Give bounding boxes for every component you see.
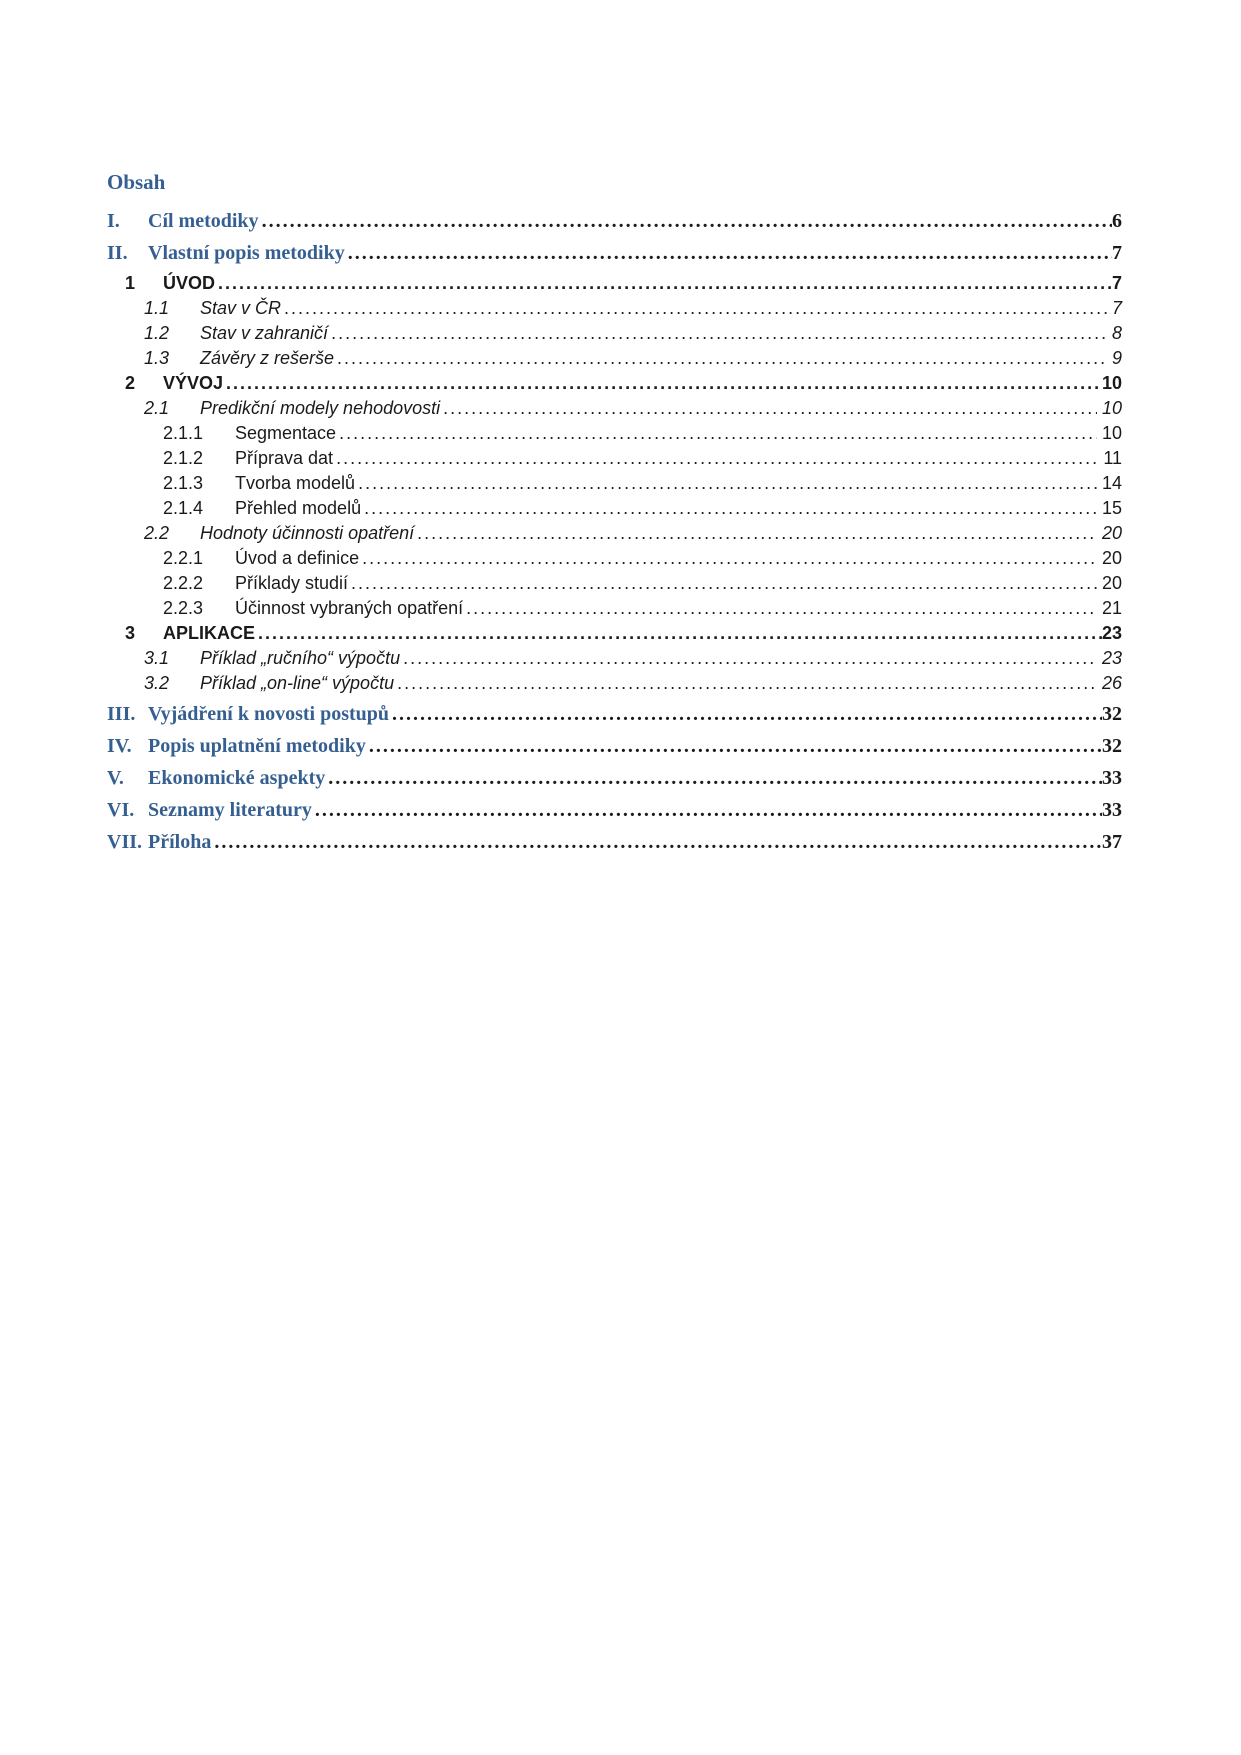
toc-entry: [107, 348, 1122, 369]
toc-entry-page: 23: [1101, 623, 1122, 643]
toc-entry-number: IV.: [107, 735, 132, 757]
toc-entry-number: 2: [125, 373, 136, 393]
toc-entry: [107, 298, 1122, 319]
toc-entry-label: Příloha: [148, 831, 212, 853]
dot-leader: [348, 241, 1112, 265]
dot-leader: [331, 323, 1107, 344]
toc-entry-page: 33: [1102, 767, 1122, 789]
dot-leader: [258, 623, 1102, 644]
toc-entry-page: 21: [1101, 598, 1122, 618]
dot-leader: [262, 209, 1112, 233]
toc-entry-page: 20: [1101, 548, 1122, 568]
dot-leader: [351, 573, 1097, 594]
toc-entry-label: ÚVOD: [163, 273, 216, 293]
toc-entry: [107, 798, 1122, 822]
toc-entry-label: Stav v ČR: [200, 298, 282, 318]
toc-entry: [107, 423, 1122, 444]
toc-entry: [107, 573, 1122, 594]
toc-entry: [107, 830, 1122, 854]
toc-entry-page: 10: [1101, 373, 1122, 393]
toc-entry-page: 37: [1102, 831, 1122, 853]
toc-entry-number: 2.1: [144, 398, 170, 418]
toc-entry-page: 9: [1111, 348, 1122, 368]
toc-entry: [107, 473, 1122, 494]
toc-entry-label: VÝVOJ: [163, 373, 224, 393]
toc-entry-number: V.: [107, 767, 124, 789]
toc-entry: [107, 648, 1122, 669]
toc-entry-number: VII.: [107, 831, 143, 853]
toc-entry-number: 1: [125, 273, 136, 293]
toc-entry-number: III.: [107, 703, 136, 725]
toc-entry-page: 6: [1112, 210, 1122, 232]
dot-leader: [336, 448, 1098, 469]
toc-entry-label: Ekonomické aspekty: [148, 767, 326, 789]
toc-entry-number: 1.2: [144, 323, 170, 343]
dot-leader: [369, 734, 1102, 758]
dot-leader: [417, 523, 1097, 544]
toc-entry-number: 2.2.2: [163, 573, 204, 593]
dot-leader: [284, 298, 1107, 319]
toc-entry-page: 7: [1111, 273, 1122, 293]
toc-entry-number: VI.: [107, 799, 135, 821]
dot-leader: [358, 473, 1097, 494]
toc-entry-label: Predikční modely nehodovosti: [200, 398, 441, 418]
toc-entry-label: Segmentace: [235, 423, 337, 443]
dot-leader: [364, 498, 1097, 519]
dot-leader: [315, 798, 1102, 822]
toc-entry-label: Tvorba modelů: [235, 473, 356, 493]
toc-entry-label: Přehled modelů: [235, 498, 362, 518]
toc-entry-number: 2.1.1: [163, 423, 204, 443]
toc-entry: [107, 398, 1122, 419]
dot-leader: [226, 373, 1102, 394]
toc-entry-label: Příprava dat: [235, 448, 334, 468]
toc-entry-page: 15: [1101, 498, 1122, 518]
toc-entry: [107, 209, 1122, 233]
dot-leader: [337, 348, 1107, 369]
dot-leader: [339, 423, 1097, 444]
toc-heading: Obsah: [107, 170, 166, 194]
toc-entry-label: Cíl metodiky: [148, 210, 259, 232]
toc-entry-label: Seznamy literatury: [148, 799, 312, 821]
toc-entry: [107, 498, 1122, 519]
toc-entry-label: Příklad „ručního“ výpočtu: [200, 648, 401, 668]
toc-entry-label: Vlastní popis metodiky: [148, 242, 345, 264]
dot-leader: [403, 648, 1097, 669]
toc-entry-number: 1.1: [144, 298, 170, 318]
toc-entry: [107, 373, 1122, 394]
dot-leader: [443, 398, 1097, 419]
toc-entry-number: 2.1.2: [163, 448, 204, 468]
toc-entry-number: I.: [107, 210, 120, 232]
dot-leader: [397, 673, 1097, 694]
toc-entry-page: 26: [1101, 673, 1122, 693]
dot-leader: [328, 766, 1102, 790]
toc-entry-page: 7: [1111, 298, 1122, 318]
toc-entry-label: Popis uplatnění metodiky: [148, 735, 366, 757]
toc-entry-page: 32: [1102, 735, 1122, 757]
toc-entry-page: 33: [1102, 799, 1122, 821]
toc-entry-page: 23: [1101, 648, 1122, 668]
toc-entry-number: 3.1: [144, 648, 170, 668]
dot-leader: [362, 548, 1097, 569]
toc-entry-page: 20: [1101, 573, 1122, 593]
toc-entry-number: 3: [125, 623, 136, 643]
toc-entry-page: 7: [1112, 242, 1122, 264]
toc-entry-page: 8: [1111, 323, 1122, 343]
toc-entry-label: Příklad „on-line“ výpočtu: [200, 673, 395, 693]
dot-leader: [392, 702, 1102, 726]
toc-entry-label: Příklady studií: [235, 573, 349, 593]
toc-entry-page: 32: [1102, 703, 1122, 725]
toc-entry: [107, 623, 1122, 644]
toc-entry-number: II.: [107, 242, 128, 264]
toc-entry: [107, 702, 1122, 726]
toc-entry-label: Hodnoty účinnosti opatření: [200, 523, 415, 543]
toc-entry-number: 2.1.3: [163, 473, 204, 493]
toc-entry-number: 2.2.3: [163, 598, 204, 618]
toc-entry: [107, 273, 1122, 294]
dot-leader: [218, 273, 1112, 294]
toc-entry: [107, 523, 1122, 544]
toc-entry-number: 3.2: [144, 673, 170, 693]
toc-list: [107, 209, 1122, 854]
toc-entry-number: 1.3: [144, 348, 170, 368]
toc-entry: [107, 734, 1122, 758]
toc-entry-number: 2.1.4: [163, 498, 204, 518]
toc-entry-label: Stav v zahraničí: [200, 323, 329, 343]
toc-entry-label: Vyjádření k novosti postupů: [148, 703, 390, 725]
toc-entry: [107, 323, 1122, 344]
toc-entry-label: Účinnost vybraných opatření: [235, 598, 464, 618]
toc-entry-page: 10: [1101, 398, 1122, 418]
dot-leader: [466, 598, 1097, 619]
toc-entry-label: Úvod a definice: [235, 548, 360, 568]
toc-entry-page: 11: [1103, 448, 1122, 468]
toc-entry: [107, 448, 1122, 469]
toc-entry-label: Závěry z rešerše: [200, 348, 335, 368]
toc-entry-label: APLIKACE: [163, 623, 256, 643]
toc-entry: [107, 766, 1122, 790]
toc-entry-page: 20: [1101, 523, 1122, 543]
toc-entry: [107, 598, 1122, 619]
toc-entry: [107, 241, 1122, 265]
toc-entry-page: 14: [1101, 473, 1122, 493]
dot-leader: [214, 830, 1102, 854]
toc-entry-number: 2.2.1: [163, 548, 204, 568]
toc-entry: [107, 673, 1122, 694]
toc-entry: [107, 548, 1122, 569]
toc-entry-page: 10: [1101, 423, 1122, 443]
toc-entry-number: 2.2: [144, 523, 170, 543]
